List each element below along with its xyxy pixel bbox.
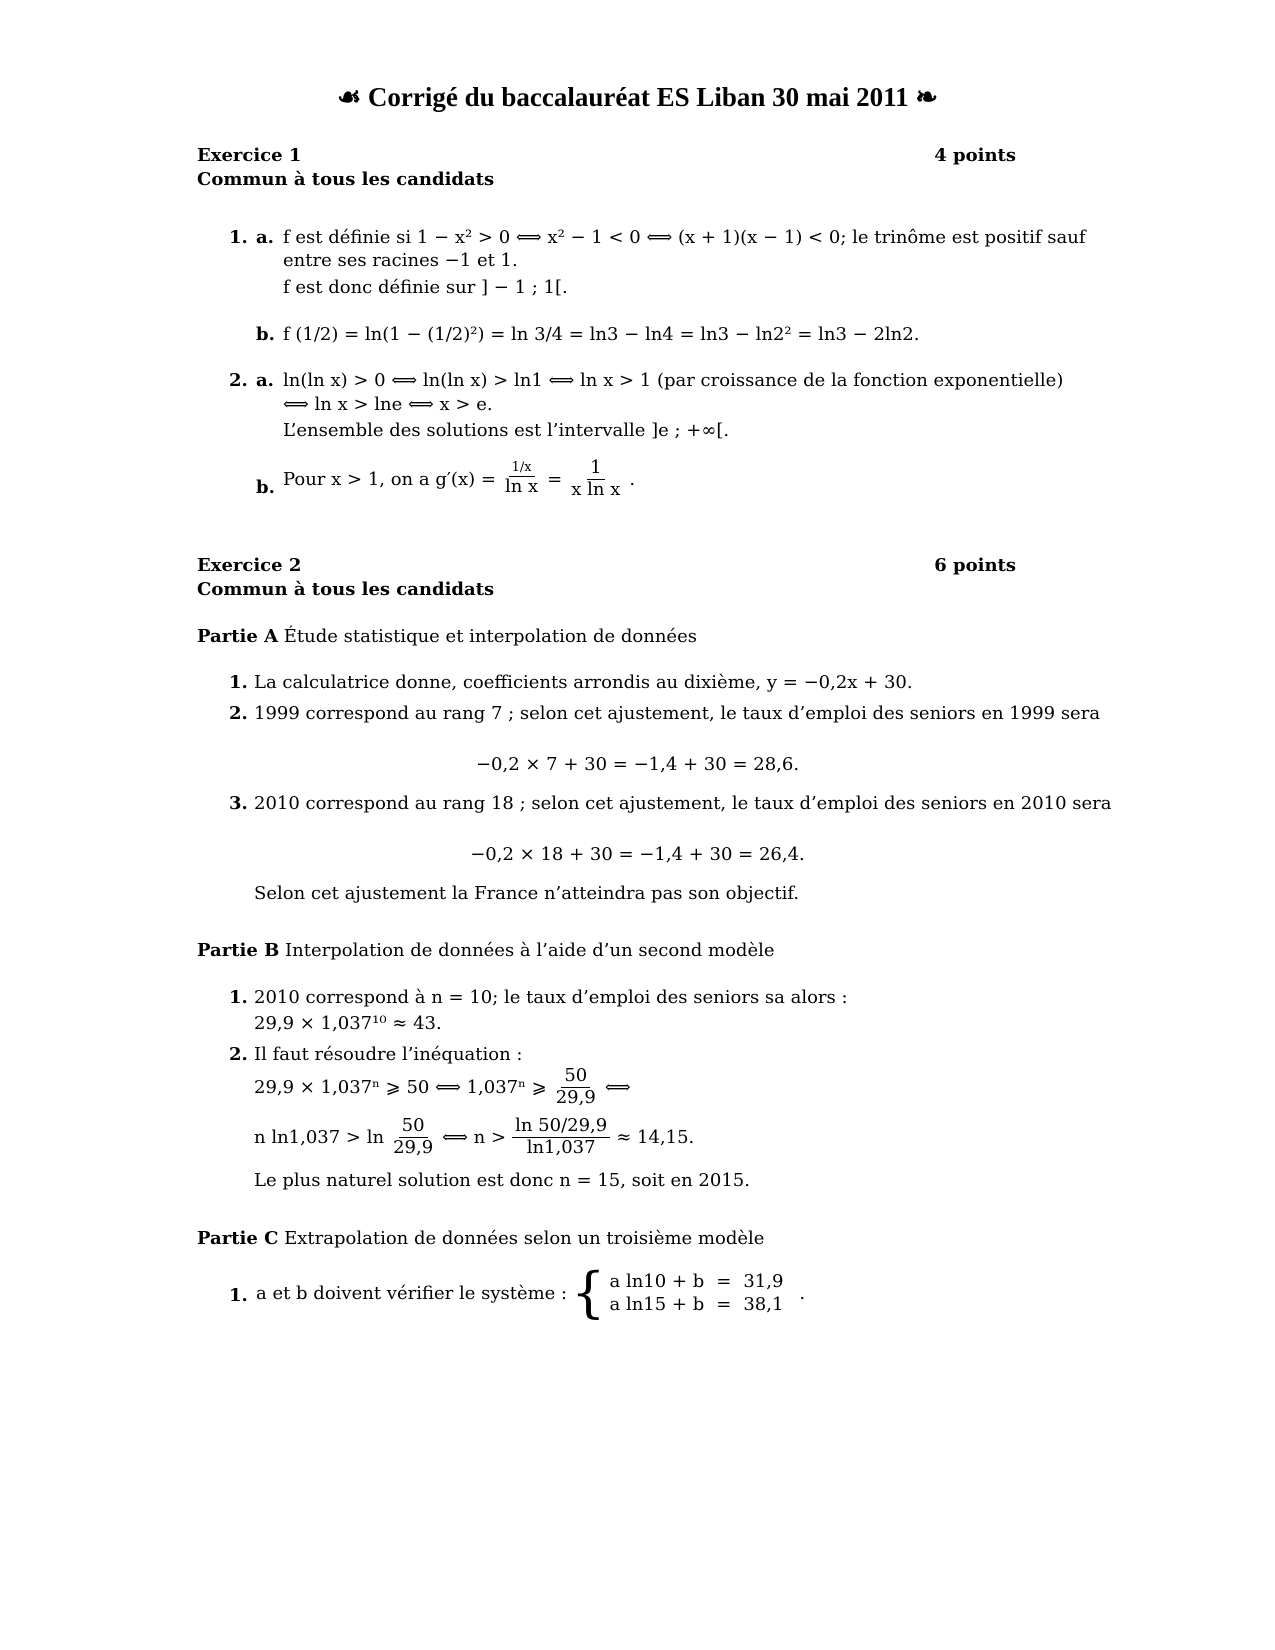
ex1-q1a-line3: f est donc définie sur ] − 1 ; 1[. (283, 277, 568, 298)
title-text: Corrigé du baccalauréat ES Liban 30 mai 2011 (367, 82, 909, 112)
partB-q1-equation: 29,9 × 1,037¹⁰ ≈ 43. (254, 1013, 442, 1034)
ex1-q2b-label: b. (256, 477, 275, 498)
ex1-q2b-line: Pour x > 1, on a g′(x) = $\frac{1/x}{\text{ln x}}$ = $\frac{1}{\text{x ln x}}$ . (283, 457, 636, 500)
ex1-q2b-fraction-2: $\frac{1}{\text{x ln x}}$ (571, 457, 621, 500)
ex2-heading: Exercice 2 (197, 555, 302, 576)
partB-q2-line1: 29,9 × 1,037ⁿ ⩾ 50 ⟺ 1,037ⁿ ⩾ $\frac{50}{29,9}$ ⟺ (254, 1065, 631, 1108)
ex1-q2a-label: a. (256, 370, 274, 391)
ex1-q1b-line: f (1/2) = ln(1 − (1/2)²) = ln 3/4 = ln3 − ln4 = ln3 − ln2² = ln3 − 2ln2. (283, 324, 920, 345)
ex1-q2a-line2: ⟺ ln x > lne ⟺ x > e. (283, 394, 493, 415)
partA-q2-equation: −0,2 × 7 + 30 = −1,4 + 30 = 28,6. (475, 754, 800, 775)
ex1-q2a-line1: ln(ln x) > 0 ⟺ ln(ln x) > ln1 ⟺ ln x > 1 (par croissance de la fonction exponentielle) (283, 370, 1064, 391)
partC-q1-system: a et b doivent vérifier le système : { a ln10 + b = 31,9 a ln15 + b = 38,1 . (256, 1261, 806, 1324)
ex1-q1a-line2: entre ses racines −1 et 1. (283, 250, 518, 271)
partA-q3-conclusion: Selon cet ajustement la France n’atteindra pas son objectif. (254, 883, 800, 904)
partB-q2-fraction-2: $\frac{50}{29,9}$ (393, 1115, 434, 1158)
ornament-right-icon: ❧ (915, 82, 939, 112)
partB-q2-conclusion: Le plus naturel solution est donc n = 15, soit en 2015. (254, 1170, 750, 1191)
page-title (0, 82, 1275, 113)
partB-q1-number: 1. (229, 987, 248, 1008)
partB-heading: Partie B Interpolation de données à l’aide d’un second modèle (197, 940, 775, 961)
partB-q2-fraction-1: $\frac{50}{29,9}$ (555, 1065, 596, 1108)
ornament-left-icon: ☙ (336, 82, 362, 112)
ex1-q2b-text: Pour x > 1, on a g′(x) = (283, 468, 496, 490)
partA-q2-number: 2. (229, 703, 248, 724)
ex1-common: Commun à tous les candidats (197, 169, 495, 190)
partA-q3-equation: −0,2 × 18 + 30 = −1,4 + 30 = 26,4. (470, 844, 805, 865)
ex2-common: Commun à tous les candidats (197, 579, 495, 600)
ex1-q1-number: 1. (229, 227, 248, 248)
ex1-points: 4 points (934, 145, 1016, 166)
partB-q2-fraction-3: $\frac{\ln 50/29,9}{\ln 1,037}$ (512, 1116, 610, 1158)
equation-system: a ln10 + b = 31,9 a ln15 + b = 38,1 (609, 1271, 784, 1315)
ex1-q1a-line1: f est définie si 1 − x² > 0 ⟺ x² − 1 < 0 ⟺ (x + 1)(x − 1) < 0; le trinôme est positif sauf (283, 227, 1086, 248)
partB-q2-number: 2. (229, 1044, 248, 1065)
ex1-q2a-line3: L’ensemble des solutions est l’intervalle ]e ; +∞[. (283, 420, 730, 441)
partA-q3-number: 3. (229, 793, 248, 814)
partA-q1-text: La calculatrice donne, coefficients arrondis au dixième, y = −0,2x + 30. (254, 672, 913, 693)
partB-q1-text: 2010 correspond à n = 10; le taux d’emploi des seniors sa alors : (254, 987, 848, 1008)
ex1-q1a-label: a. (256, 227, 274, 248)
left-brace-icon: { (571, 1261, 606, 1324)
partC-heading: Partie C Extrapolation de données selon un troisième modèle (197, 1228, 765, 1249)
ex1-heading: Exercice 1 (197, 145, 302, 166)
ex1-q2b-fraction-1: $\frac{1/x}{\text{ln x}}$ (504, 459, 539, 497)
ex2-points: 6 points (934, 555, 1016, 576)
partB-q2-text: Il faut résoudre l’inéquation : (254, 1044, 523, 1065)
partA-q1-number: 1. (229, 672, 248, 693)
partB-q2-line2: n ln1,037 > ln $\frac{50}{29,9}$ ⟺ n > $\frac{\ln 50/29,9}{\ln 1,037}$ ≈ 14,15. (254, 1115, 695, 1158)
ex1-q2-number: 2. (229, 370, 248, 391)
partC-q1-number: 1. (229, 1285, 248, 1306)
partA-heading: Partie A Étude statistique et interpolation de données (197, 626, 697, 647)
partA-q2-text: 1999 correspond au rang 7 ; selon cet ajustement, le taux d’emploi des seniors en 1999 sera (254, 703, 1101, 724)
partA-q3-text: 2010 correspond au rang 18 ; selon cet ajustement, le taux d’emploi des seniors en 2010 sera (254, 793, 1112, 814)
ex1-q1b-label: b. (256, 324, 275, 345)
